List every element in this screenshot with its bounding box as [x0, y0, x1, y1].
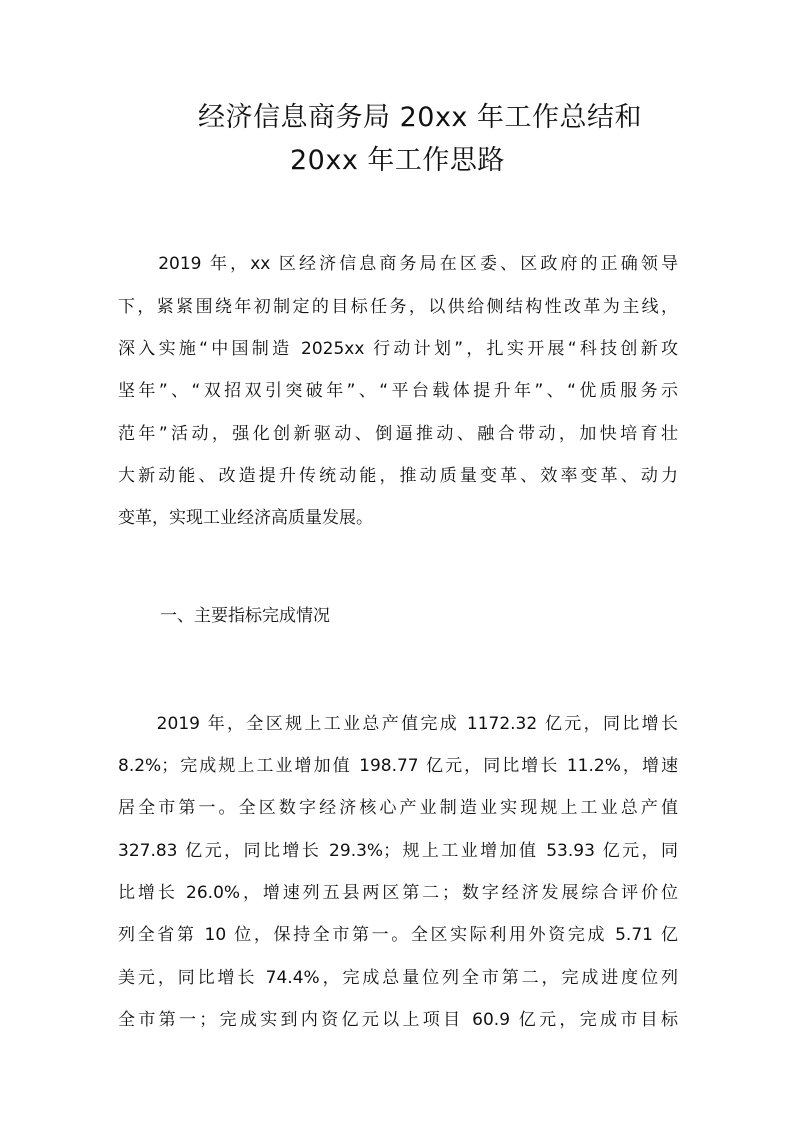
- intro-line-4: 坚年”、“双招双引突破年”、“平台载体提升年”、“优质服务示: [118, 381, 678, 401]
- intro-line-7: 变革，实现工业经济高质量发展。: [118, 508, 373, 528]
- document-title-line-1: 经济信息商务局 20xx 年工作总结和: [198, 102, 642, 133]
- section1-line-8: 全市第一；完成实到内资亿元以上项目 60.9 亿元，完成市目标: [118, 1010, 678, 1030]
- section1-line-4: 327.83 亿元，同比增长 29.3%；规上工业增加值 53.93 亿元，同: [118, 841, 678, 861]
- intro-line-2: 下，紧紧围绕年初制定的目标任务，以供给侧结构性改革为主线，: [118, 297, 678, 317]
- section1-line-3: 居全市第一。全区数字经济核心产业制造业实现规上工业总产值: [118, 798, 678, 818]
- intro-line-5: 范年”活动，强化创新驱动、倒逼推动、融合带动，加快培育壮: [118, 424, 678, 444]
- document-title-line-2: 20xx 年工作思路: [290, 145, 505, 176]
- section-heading-1: 一、主要指标完成情况: [160, 606, 330, 626]
- intro-line-1: 2019 年，xx 区经济信息商务局在区委、区政府的正确领导: [118, 254, 678, 274]
- section1-line-1: 2019 年，全区规上工业总产值完成 1172.32 亿元，同比增长: [118, 714, 678, 734]
- intro-line-3: 深入实施“中国制造 2025xx 行动计划”，扎实开展“科技创新攻: [118, 339, 678, 359]
- section1-line-7: 美元，同比增长 74.4%，完成总量位列全市第二，完成进度位列: [118, 968, 678, 988]
- section1-line-2: 8.2%；完成规上工业增加值 198.77 亿元，同比增长 11.2%，增速: [118, 756, 678, 776]
- intro-line-6: 大新动能、改造提升传统动能，推动质量变革、效率变革、动力: [118, 466, 678, 486]
- section1-line-5: 比增长 26.0%，增速列五县两区第二；数字经济发展综合评价位: [118, 883, 678, 903]
- section1-line-6: 列全省第 10 位，保持全市第一。全区实际利用外资完成 5.71 亿: [118, 925, 678, 945]
